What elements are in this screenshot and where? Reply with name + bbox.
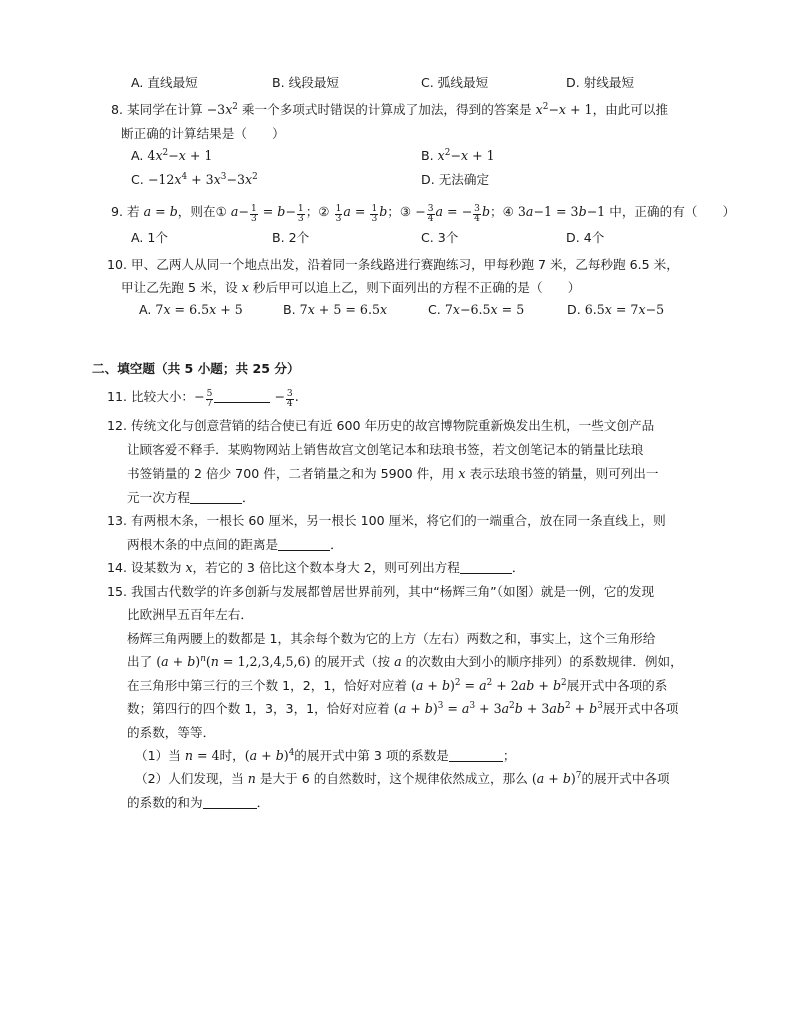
q15-line7: 的系数，等等． [127,725,216,740]
q12-line3: 书签销量的 2 倍少 700 件，二者销量之和为 5900 件，用 x 表示珐琅书签的销量，则可列出一 [127,466,659,481]
q8-option-a: A. $4x^2-x + 1$ [131,148,213,163]
q8-option-c-label: C. [131,172,144,187]
q8-option-b-label: B. [421,148,434,163]
q10-option-b: B. 7x + 5 = 6.5x [283,302,388,317]
q7-option-a: A. 直线最短 [131,75,198,90]
q15-line4: 出了 $(a + b)^n(n = 1,2,3,4,5,6)$ 的展开式（按 a 的次数由大到小的顺序排列）的系数规律．例如， [127,654,683,669]
q9-option-b: B. 2个 [272,230,310,245]
q8-stem-line1 [111,101,668,119]
q13-answer-blank[interactable] [278,537,330,551]
q12-line2: 让顾客爱不释手．某购物网站上销售故宫文创笔记本和珐琅书签，若文创笔记本的销量比珐琅 [127,442,644,457]
q10-option-a: A. 7x = 6.5x + 5 [139,302,243,317]
q9-option-c: C. 3个 [421,230,459,245]
q8-stem-line2: 断正确的计算结果是（ ） [121,126,285,141]
q10-stem-line1: 10. 甲、乙两人从同一个地点出发，沿着同一条线路进行赛跑练习，甲每秒跑 7 米，乙每秒跑 6.5 米， [107,257,679,272]
q11: 11. 比较大小：− $\frac{5}{7}$ − $\frac{3}{4}$ . [107,388,299,409]
q8-option-b: B. $x^2-x + 1$ [421,148,495,163]
q14-answer-blank[interactable] [460,560,512,574]
q15-sub2: （2）人们发现，当 n 是大于 6 的自然数时，这个规律依然成立，那么 $(a + b)^7$的展开式中各项 [135,771,670,786]
q9-prefix: 9. 若 [111,204,140,219]
q15-sub1-answer-blank[interactable] [449,748,503,762]
q8-option-c: C. $-12x^4 + 3x^3-3x^2$ [131,172,258,187]
q15-sub1: （1）当 n = 4时，$(a + b)^4$的展开式中第 3 项的系数是 ； [135,748,516,763]
q9-correct: 中，正确的有（ ） [609,204,736,219]
q9-option-d: D. 4个 [566,230,605,245]
q9-then: ，则在 [177,204,216,219]
q7-option-d: D. 射线最短 [566,75,635,90]
q8-stem-suffix: ，由此可以推 [592,102,669,117]
q9-stem: 9. 若 a = b，则在① a− $\frac{1}{3}$ = b− $\frac{1}{3}$ ；② $\frac{1}{3}$ a = $\frac{1}{3}$ b；③ − $\frac{3}{4}$ a = − $\frac{3}{4}$ b；④ 3a−1 = 3b−1 中，正确的有（ ） [111,203,736,224]
q12-line4: 元一次方程 ． [127,490,255,505]
q15-sub2-line2: 的系数的和为 ． [127,795,270,810]
q13-line1: 13. 有两根木条，一根长 60 厘米，另一根长 100 厘米，将它们的一端重合，放在同一条直线上，则 [107,513,666,528]
section-heading: 二、填空题（共 5 小题；共 25 分） [92,361,300,376]
q12-answer-blank[interactable] [190,490,242,504]
q15-sub2-answer-blank[interactable] [203,795,257,809]
q15-line1: 15. 我国古代数学的许多创新与发展都曾居世界前列，其中“杨辉三角”（如图）就是一例，它的发现 [107,584,655,599]
q12-line1: 12. 传统文化与创意营销的结合使已有近 600 年历史的故宫博物院重新焕发出生机，一些文创产品 [107,418,655,433]
q8-stem-middle: 乘一个多项式时错误的计算成了加法，得到的答案是 [241,102,532,117]
q15-line5: 在三角形中第三行的三个数 1，2，1，恰好对应着 $(a + b)^2 = a^2 + 2ab + b^2$展开式中各项的系 [127,678,668,693]
q8-stem-prefix: 8. 某同学在计算 [111,102,203,117]
q8-wrong-answer: $x^2-x + 1$ [535,102,593,117]
q13-line2: 两根木条的中点间的距离是 ． [127,537,343,552]
q15-line6: 数；第四行的四个数 1，3，3，1，恰好对应着 $(a + b)^3 = a^3 + 3a^2b + 3ab^2 + b^3$展开式中各项 [127,701,679,716]
q10-option-c: C. 7x−6.5x = 5 [428,302,525,317]
q8-option-d: D. 无法确定 [421,172,490,187]
q7-option-c: C. 弧线最短 [421,75,489,90]
q11-answer-blank[interactable] [214,389,270,403]
q8-term: $-3x^2$ [206,102,238,117]
q10-option-d: D. 6.5x = 7x−5 [567,302,665,317]
q7-option-b: B. 线段最短 [272,75,340,90]
q9-option-a: A. 1个 [131,230,169,245]
q15-line3: 杨辉三角两腰上的数都是 1，其余每个数为它的上方（左右）两数之和，事实上，这个三角形给 [127,631,656,646]
q14: 14. 设某数为 x，若它的 3 倍比这个数本身大 2，则可列出方程 ． [107,560,525,575]
q10-stem-line2: 甲让乙先跑 5 米，设 x 秒后甲可以追上乙，则下面列出的方程不正确的是（ ） [121,280,581,295]
q8-option-a-label: A. [131,148,144,163]
q15-line2: 比欧洲早五百年左右． [127,607,253,622]
